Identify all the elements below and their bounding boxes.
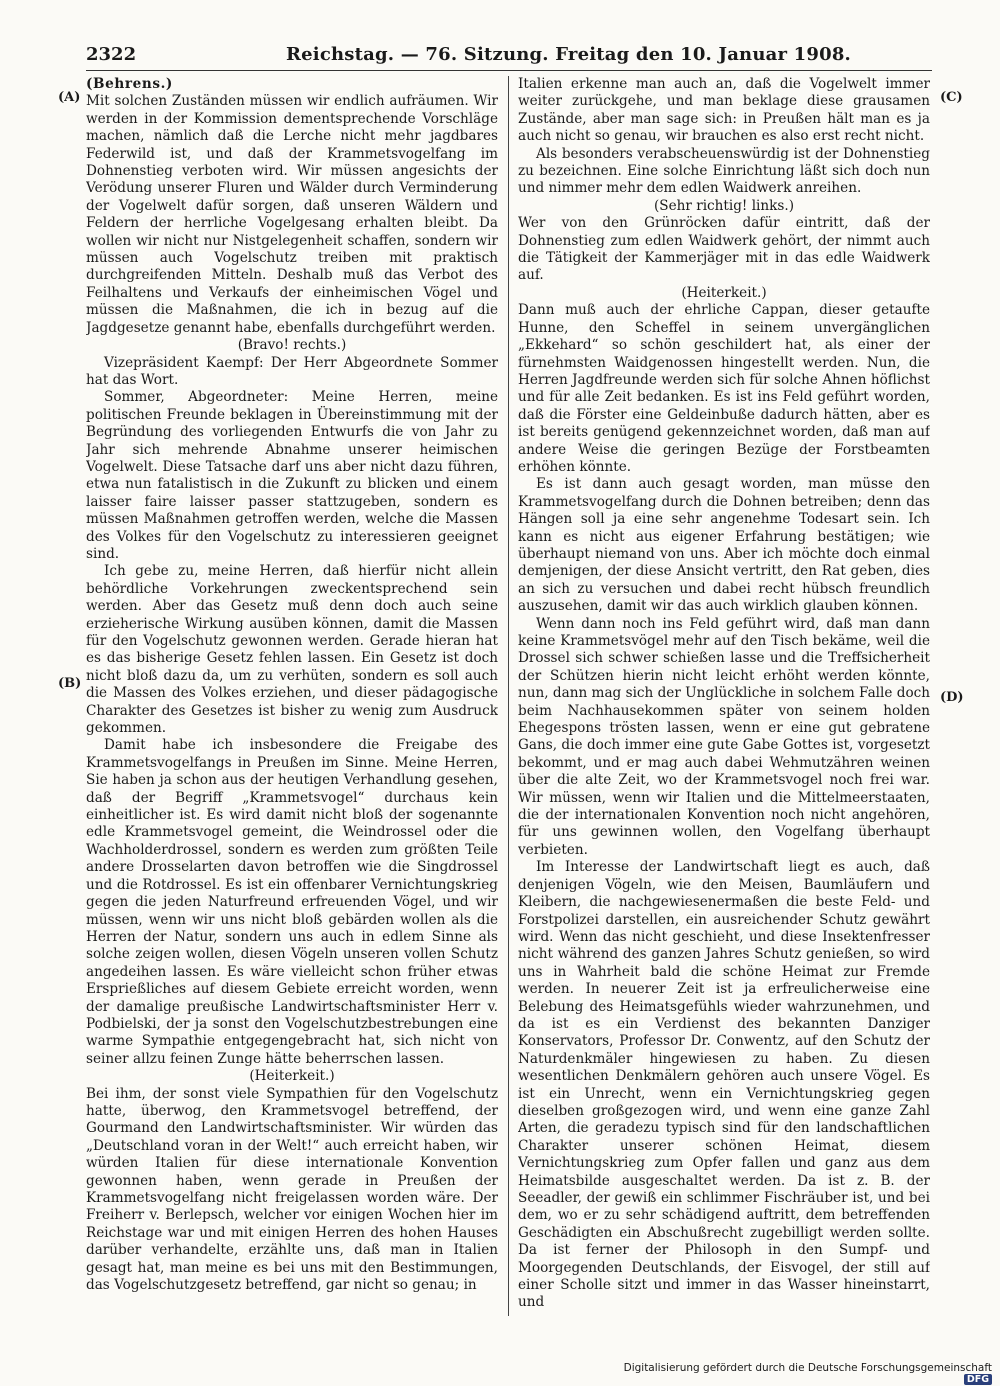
margin-mark-d: (D)	[940, 690, 964, 705]
right-column	[518, 76, 930, 1316]
margin-mark-a: (A)	[58, 90, 81, 105]
paragraph: Wer von den Grünröcken dafür eintritt, daß der Dohnenstieg zum edlen Waidwerk gehört, der nimmt auch die Tätigkeit der Kammerjäger mit in das edle Waidwerk auf.	[518, 215, 930, 284]
paragraph: Damit habe ich insbesondere die Freigabe des Krammetsvogelfangs in Preußen im Sinne. Meine Herren, Sie haben ja schon aus der heutigen Verhandlung gesehen, daß der Begriff „Krammetsvogel“ durchaus kein einheitlicher ist. Es wird damit nicht bloß der sogenannte edle Krammetsvogel gemeint, die Weindrossel oder die Wachholderdrossel, sondern es werden zum größten Teile andere Drosselarten davon betroffen wie die Singdrossel und die Rotdrossel. Es ist ein offenbarer Vernichtungskrieg gegen die jeden Naturfreund erfreuenden Vögel, und wir müssen, wenn wir uns nicht bloß gebärden wollen als die Herren der Natur, sondern uns auch in edlem Sinne als solche zeigen wollen, diesen Vögeln unseren vollen Schutz angedeihen lassen. Es wäre vielleicht schon früher etwas Ersprießliches auf diesem Gebiete erreicht worden, wenn der damalige preußische Landwirtschaftsminister Herr v. Podbielski, der ja sonst den Vogelschutzbestrebungen eine warme Sympathie entgegengebracht hat, sich nicht von seiner allzu feinen Zunge hätte beherrschen lassen.	[86, 737, 498, 1067]
paragraph: Ich gebe zu, meine Herren, daß hierfür nicht allein behördliche Vorkehrungen zweckentsprechend sein werden. Aber das Gesetz muß denn doch auch seine erzieherische Wirkung ausüben können, damit die Massen für den Vogelschutz gewonnen werden. Gerade hieran hat es das bisherige Gesetz fehlen lassen. Ein Gesetz ist doch nicht bloß dazu da, um zu verhüten, sondern es soll auch die Massen des Volkes erziehen, und dieser pädagogische Charakter des Gesetzes ist bisher zu wenig zum Ausdruck gekommen.	[86, 563, 498, 737]
header-rule	[86, 70, 932, 71]
interjection: (Heiterkeit.)	[681, 284, 767, 301]
footer-text: Digitalisierung gefördert durch die Deutsche Forschungsgemeinschaft	[623, 1362, 992, 1374]
dfg-logo-icon: DFG	[964, 1374, 992, 1385]
footer-credit	[600, 1362, 992, 1385]
left-column	[86, 76, 498, 1316]
paragraph: Im Interesse der Landwirtschaft liegt es auch, daß denjenigen Vögeln, wie den Meisen, Baumläufern und Kleibern, die nachgewiesenermaßen die beste Feld- und Forstpolizei darstellen, ein ausreichender Schutz gewährt wird. Wenn das nicht geschieht, und diese Insektenfresser nicht während des ganzen Jahres Schutz genießen, so wird uns in Wahrheit bald die schöne Heimat zur Fremde werden. In neuerer Zeit ist ja erfreulicherweise eine Belebung des Heimatsgefühls wieder wahrzunehmen, und da ist es ein Verdienst des bekannten Danziger Konservators, Professor Dr. Conwentz, auf den Schutz der Naturdenkmäler hingewiesen zu haben. Zu diesen wesentlichen Denkmälern gehören auch unsere Vögel. Es ist ein Unrecht, wenn ein Vernichtungskrieg gegen dieselben großgezogen wird, und wenn eine ganze Zahl Arten, die geradezu typisch sind für den landschaftlichen Charakter unserer schönen Heimat, diesem Vernichtungskrieg zum Opfer fallen und ganz aus dem Heimatsbilde ausgeschaltet werden. Da ist z. B. der Seeadler, der gewiß ein schlimmer Fischräuber ist, und bei dem, wo er zu sehr schädigend auftritt, dem betreffenden Geschädigten ein Abschußrecht zugebilligt werden sollte. Da ist ferner der Philosoph in den Sumpf- und Moorgegenden Deutschlands, der Eisvogel, der still auf einer Scholle sitzt und immer in das Wasser hineinstarrt, und	[518, 859, 930, 1311]
interjection: (Heiterkeit.)	[249, 1068, 335, 1085]
running-title: Reichstag. — 76. Sitzung. Freitag den 10. Januar 1908.	[286, 44, 852, 65]
paragraph: Wenn dann noch ins Feld geführt wird, daß man dann keine Krammetsvögel mehr auf den Tisch bekäme, weil die Drossel sich schwer schießen lasse und die Treffsicherheit der Schützen hierin nicht leicht erhöht werden könnte, nun, dann mag sich der Unglückliche in solchem Falle doch beim Nachhausekommen später von seinem holden Ehegespons trösten lassen, wenn er eine gut gebratene Gans, die doch immer eine gute Gabe Gottes ist, vorgesetzt bekommt, und er mag auch dabei Wehmutzähren weinen über die alte Zeit, wo der Krammetsvogel noch frei war. Wir müssen, wenn wir Italien und die Mittelmeerstaaten, die der internationalen Konvention noch nicht angehören, für uns gewinnen wollen, den Vogelfang überhaupt verbieten.	[518, 615, 930, 858]
paragraph: Bei ihm, der sonst viele Sympathien für den Vogelschutz hatte, überwog, den Krammetsvogel betreffend, der Gourmand den Landwirtschaftsminister. Wir würden das „Deutschland voran in der Welt!“ auch erreicht haben, wir würden Italien für diese internationale Konvention gewonnen haben, wenn gerade in Preußen der Krammetsvogelfang nicht freigelassen worden wäre. Der Freiherr v. Berlepsch, welcher vor einigen Wochen hier im Reichstage war und mit einigen Herren des hohen Hauses darüber verhandelte, erzählte uns, daß man in Italien gesagt hat, man meine es bei uns mit den Bestimmungen, das Vogelschutzgesetz betreffend, gar nicht so genau; in	[86, 1085, 498, 1294]
interjection: (Bravo! rechts.)	[237, 337, 347, 354]
paragraph: Es ist dann auch gesagt worden, man müsse den Krammetsvogelfang durch die Dohnen betreiben; denn das Hängen soll ja eine sehr angenehme Todesart sein. Ich kann es nicht aus eigener Erfahrung bestätigen; wie überhaupt niemand von uns. Aber ich möchte doch einmal demjenigen, der diese Ansicht vertritt, den Rat geben, dies an sich zu versuchen und dabei recht hübsch freundlich auszusehen, damit wir das auch wirklich glauben können.	[518, 476, 930, 615]
page-number: 2322	[86, 44, 137, 65]
margin-mark-b: (B)	[58, 676, 82, 691]
margin-mark-c: (C)	[940, 90, 963, 105]
interjection: (Sehr richtig! links.)	[653, 197, 795, 214]
paragraph: Italien erkenne man auch an, daß die Vogelwelt immer weiter zurückgehe, und man beklage diese grausamen Zustände, aber man sage sich: in Preußen hält man es ja auch nicht so genau, wir brauchen es also erst recht nicht.	[518, 76, 930, 145]
paragraph: Mit solchen Zuständen müssen wir endlich aufräumen. Wir werden in der Kommission dementsprechende Vorschläge machen, nämlich daß die Lerche nicht mehr jagdbares Federwild ist, und daß der Krammetsvogelfang im Dohnenstieg verboten wird. Wir müssen angesichts der Verödung unserer Fluren und Wälder durch Verminderung der Vogelwelt dafür sorgen, daß unseren Wäldern und Feldern der herrliche Vogelgesang erhalten bleibt. Da wollen wir nicht nur Nistgelegenheit schaffen, sondern wir müssen auch Vogelschutz treiben mit praktisch durchgreifenden Mitteln. Deshalb muß das Verbot des Feilhaltens und Verkaufs der einheimischen Vögel und müssen die Maßnahmen, die ich in bezug auf die Jagdgesetze genannt habe, ebenfalls durchgeführt werden.	[86, 93, 498, 336]
page-header	[86, 44, 932, 68]
speaker-label: (Behrens.)	[86, 76, 173, 92]
paragraph: Sommer, Abgeordneter: Meine Herren, meine politischen Freunde beklagen in Übereinstimmung mit der Begründung des vorliegenden Entwurfs die von Jahr zu Jahr sich mehrende Abnahme unserer heimischen Vogelwelt. Diese Tatsache darf uns aber nicht dazu führen, etwa nun fatalistisch in die Zukunft zu blicken und einem laisser faire laisser passer stattzugeben, sondern es müssen Maßnahmen getroffen werden, welche die Massen des Volkes für den Vogelschutz zu interessieren geeignet sind.	[86, 389, 498, 562]
paragraph: Dann muß auch der ehrliche Cappan, dieser getaufte Hunne, den Scheffel in seinem unvergänglichen „Ekkehard“ so schön geschildert hat, als einer der fürnehmsten Waidgenossen hingestellt werden. Nun, die Herren Jagdfreunde werden sich für solche Ahnen höflichst und für alle Zeit bedanken. Es ist ins Feld geführt worden, daß die Förster eine Geldeinbuße dadurch hätten, aber es ist bereits genügend gekennzeichnet worden, daß man auf andere Weise die geringen Bezüge der Forstbeamten erhöhen könnte.	[518, 302, 930, 475]
paragraph: Als besonders verabscheuenswürdig ist der Dohnenstieg zu bezeichnen. Eine solche Einrichtung läßt sich doch nun und nimmer mehr dem edlen Waidwerk anreihen.	[518, 145, 930, 197]
paragraph: Vizepräsident Kaempf: Der Herr Abgeordnete Sommer hat das Wort.	[86, 354, 498, 388]
column-divider	[508, 76, 509, 1316]
